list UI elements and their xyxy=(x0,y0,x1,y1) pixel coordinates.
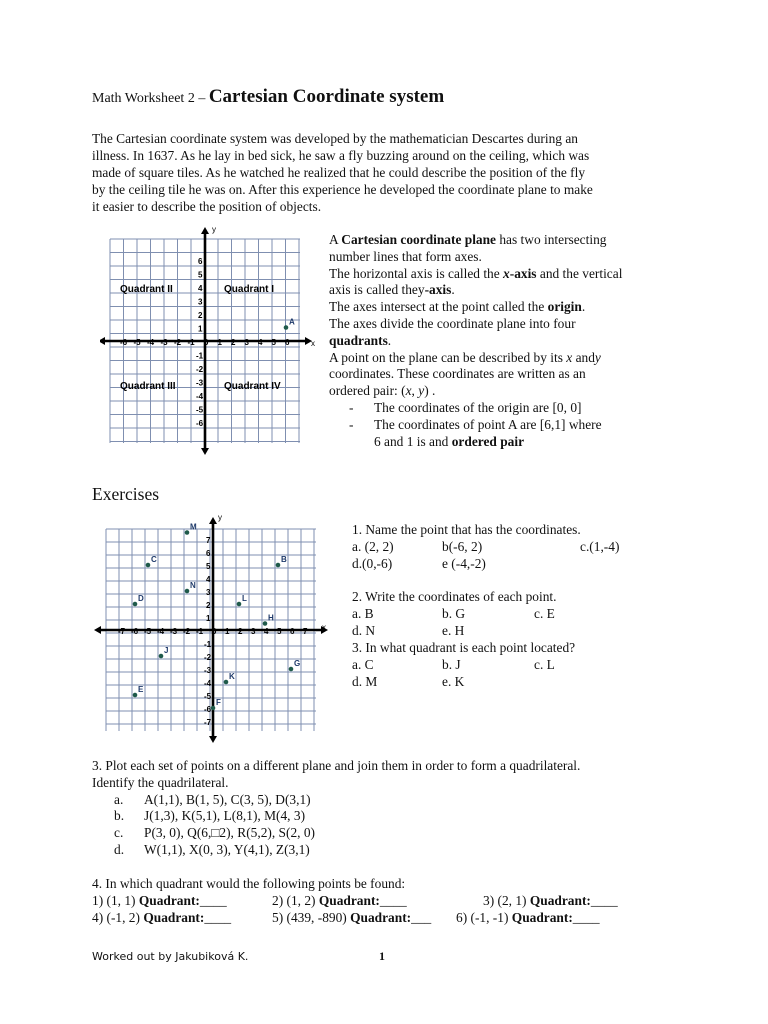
point-label-j: J xyxy=(164,646,169,655)
x-axis-label: x xyxy=(311,339,315,348)
y-tick-label: -5 xyxy=(196,405,204,415)
point-k xyxy=(224,680,229,685)
list-text: W(1,1), X(0, 3), Y(4,1), Z(3,1) xyxy=(144,841,310,857)
point-h xyxy=(263,621,268,626)
option: c.(1,-4) xyxy=(580,539,620,554)
point-text: 5) (439, -890) xyxy=(272,909,351,925)
list-item xyxy=(92,792,692,809)
point-label-f: F xyxy=(216,698,221,707)
point-g xyxy=(289,667,294,672)
x-tick-label: 0 xyxy=(212,627,217,636)
list-text: J(1,3), K(5,1), L(8,1), M(4, 3) xyxy=(144,808,306,824)
answer-row xyxy=(352,606,556,623)
text: , xyxy=(411,383,419,399)
term-origin: origin xyxy=(547,299,582,315)
question-title: 3. In what quadrant is each point located? xyxy=(352,640,576,655)
quadrant-label-i: Quadrant I xyxy=(224,284,275,295)
x-tick-label: 6 xyxy=(285,338,290,347)
var-x: x xyxy=(405,383,412,399)
x-tick-label: 2 xyxy=(231,338,236,347)
intro-line: The Cartesian coordinate system was developed by the mathematician Descartes during an xyxy=(92,131,578,146)
text: The axes intersect at the point called the xyxy=(329,299,548,315)
coordinate-plane-diagram xyxy=(100,224,322,456)
y-tick-label: -6 xyxy=(204,705,212,714)
text: axis is called they xyxy=(329,282,425,298)
y-tick-label: 4 xyxy=(198,284,203,293)
var-x: x xyxy=(566,349,573,365)
x-axis-label: x xyxy=(322,623,326,632)
x-tick-label: 1 xyxy=(225,627,230,636)
answer-row xyxy=(352,623,556,640)
x-tick-label: 5 xyxy=(277,627,282,636)
bullet-text: The coordinates of point A are [6,1] where xyxy=(374,416,602,432)
y-tick-label: 5 xyxy=(206,562,211,571)
quadrant-label-iii: Quadrant III xyxy=(120,381,176,392)
x-axis-arrow-left xyxy=(100,337,105,345)
quadrant-label: Quadrant: xyxy=(350,909,412,925)
point-label-h: H xyxy=(268,613,274,623)
point-label-n: N xyxy=(190,581,196,590)
text: ) . xyxy=(424,383,436,399)
quadrant-label: Quadrant: xyxy=(318,892,380,908)
y-tick-label: -4 xyxy=(196,392,204,401)
list-item xyxy=(92,842,692,859)
answer-blank: ____ xyxy=(199,892,227,908)
x-tick-label: -6 xyxy=(131,627,139,636)
y-tick-label: 1 xyxy=(206,614,211,623)
y-tick-label: -5 xyxy=(204,692,212,701)
intro-line: illness. In 1637. As he lay in bed sick, he saw a fly buzzing around on the ceiling, which was xyxy=(92,148,590,163)
list-marker: c. xyxy=(114,825,124,841)
title-prefix: Math Worksheet 2 – xyxy=(92,91,209,106)
x-tick-label: -3 xyxy=(160,338,168,347)
option: c. E xyxy=(534,606,555,621)
list-marker: b. xyxy=(114,808,125,824)
term-ordered-pair: ordered pair xyxy=(451,433,525,449)
y-axis-arrow-down xyxy=(201,448,209,455)
exercise-prompt: 3. Plot each set of points on a different plane and join them in order to form a quadrilateral. xyxy=(92,758,581,773)
text: A xyxy=(329,232,342,247)
option: b. G xyxy=(442,606,466,621)
x-tick-label: -1 xyxy=(196,627,204,636)
list-text: P(3, 0), Q(6,□2), R(5,2), S(2, 0) xyxy=(144,825,315,841)
x-tick-label: 2 xyxy=(238,627,243,636)
y-axis-arrow-down xyxy=(209,736,217,743)
quadrant-label-iv: Quadrant IV xyxy=(224,381,281,392)
question-1 xyxy=(352,522,620,573)
intro-line: made of square tiles. As he watched he realized that he could describe the position of the fly xyxy=(92,165,586,180)
point-f xyxy=(211,706,216,711)
x-tick-label: -2 xyxy=(183,627,191,636)
y-tick-label: -1 xyxy=(204,640,212,649)
text: number lines that form axes. xyxy=(329,248,482,264)
x-tick-label: -7 xyxy=(118,627,126,636)
answer-blank: ___ xyxy=(411,909,432,925)
x-tick-label: 0 xyxy=(204,338,209,347)
title-main: Cartesian Coordinate system xyxy=(208,86,445,107)
list-text: A(1,1), B(1, 5), C(3, 5), D(3,1) xyxy=(144,791,311,807)
x-tick-label: -3 xyxy=(170,627,178,636)
y-tick-label: 2 xyxy=(198,311,203,320)
point-l xyxy=(237,602,242,607)
option: d. N xyxy=(352,623,376,638)
answer-row xyxy=(352,556,581,573)
plot-quadrilaterals-exercise xyxy=(92,758,692,859)
text: has two intersecting xyxy=(496,232,607,247)
x-tick-label: 3 xyxy=(244,338,249,347)
point-label-g: G xyxy=(294,659,301,668)
point-d xyxy=(133,602,138,607)
option: e (-4,-2) xyxy=(442,556,486,571)
list-marker: a. xyxy=(114,791,124,807)
x-tick-label: 3 xyxy=(251,627,256,636)
text: and the vertical xyxy=(536,265,623,281)
definition-text xyxy=(329,232,659,450)
text: The axes divide the coordinate plane into four xyxy=(329,315,576,331)
point-c xyxy=(146,563,151,568)
x-tick-label: 4 xyxy=(258,338,263,347)
text: ordered pair: ( xyxy=(329,383,406,399)
y-tick-label: 6 xyxy=(198,257,203,266)
point-text: 1) (1, 1) xyxy=(92,892,139,908)
point-m xyxy=(185,530,190,535)
quadrant-label: Quadrant: xyxy=(143,909,205,925)
y-tick-label: 7 xyxy=(206,536,211,545)
x-tick-label: 6 xyxy=(290,627,295,636)
point-label-e: E xyxy=(138,685,144,694)
y-axis-label: y xyxy=(212,225,216,234)
point-j xyxy=(159,654,164,659)
term-quadrants: quadrants xyxy=(329,332,388,348)
term-axis: -axis xyxy=(424,282,452,298)
bullet-text: The coordinates of the origin are [0, 0] xyxy=(374,399,582,415)
answer-blank: ____ xyxy=(204,909,232,925)
point-label-a: A xyxy=(289,317,295,327)
quadrant-label-ii: Quadrant II xyxy=(120,284,173,295)
intro-paragraph xyxy=(92,130,672,215)
point-text: 2) (1, 2) xyxy=(272,892,319,908)
answer-row xyxy=(352,539,620,556)
point-label-m: M xyxy=(190,522,197,532)
y-tick-label: 5 xyxy=(198,270,203,280)
term-cartesian-plane: Cartesian coordinate plane xyxy=(341,232,497,247)
text: . xyxy=(451,282,455,298)
y-tick-label: 3 xyxy=(206,588,211,597)
y-tick-label: -3 xyxy=(196,378,204,388)
option: d.(0,-6) xyxy=(352,556,393,571)
y-tick-label: -6 xyxy=(196,419,204,428)
text: The horizontal axis is called the xyxy=(329,265,504,281)
point-e xyxy=(133,693,138,698)
option: e. K xyxy=(442,674,465,689)
x-tick-label: -2 xyxy=(174,338,182,347)
x-tick-label: -4 xyxy=(157,627,165,636)
var-y: y xyxy=(594,349,601,365)
y-tick-label: -1 xyxy=(196,351,204,361)
page-title xyxy=(92,86,444,108)
x-tick-label: -5 xyxy=(133,338,141,347)
footer-author: Worked out by Jakubiková K. xyxy=(92,950,249,963)
text: A point on the plane can be described by its xyxy=(329,349,567,365)
page-number: 1 xyxy=(379,949,385,963)
point-b xyxy=(276,563,281,568)
y-tick-label: -2 xyxy=(196,365,204,374)
question-2 xyxy=(352,589,556,640)
option: d. M xyxy=(352,674,378,689)
question-title: 1. Name the point that has the coordinates. xyxy=(352,522,581,537)
x-tick-label: 1 xyxy=(217,338,222,347)
y-tick-label: 4 xyxy=(206,575,211,584)
option: a. C xyxy=(352,657,374,672)
exercises-heading: Exercises xyxy=(92,484,160,504)
point-a xyxy=(284,325,289,330)
x-tick-label: 5 xyxy=(271,338,276,347)
x-axis-arrow-left xyxy=(94,626,101,634)
y-tick-label: -4 xyxy=(204,679,212,688)
option: b. J xyxy=(442,657,461,672)
x-tick-label: -6 xyxy=(120,338,128,347)
exercise-coordinate-plane xyxy=(94,512,330,744)
x-tick-label: -1 xyxy=(187,338,195,347)
point-text: 3) (2, 1) xyxy=(483,892,530,908)
list-marker: d. xyxy=(114,841,125,857)
list-item xyxy=(92,825,692,842)
point-text: 6) (-1, -1) xyxy=(456,909,512,925)
point-label-l: L xyxy=(242,594,247,603)
y-tick-label: -3 xyxy=(204,666,212,675)
y-tick-label: -2 xyxy=(204,653,212,662)
bullet-dash: - xyxy=(349,416,354,432)
y-tick-label: 6 xyxy=(206,549,211,558)
exercise-prompt: 4. In which quadrant would the following points be found: xyxy=(92,876,406,891)
option: a. (2, 2) xyxy=(352,539,394,554)
point-label-b: B xyxy=(281,555,287,564)
question-3 xyxy=(352,640,575,691)
answer-blank: ____ xyxy=(379,892,407,908)
list-item xyxy=(92,808,692,825)
y-tick-label: 1 xyxy=(198,324,203,334)
y-tick-label: 3 xyxy=(198,297,203,307)
y-tick-label: 2 xyxy=(206,601,211,610)
text: . xyxy=(387,332,392,348)
bullet-dash: - xyxy=(349,399,354,415)
point-label-d: D xyxy=(138,594,144,603)
option: a. B xyxy=(352,606,374,621)
point-label-c: C xyxy=(151,555,157,564)
x-tick-label: -4 xyxy=(147,338,155,347)
x-tick-label: -5 xyxy=(144,627,152,636)
point-n xyxy=(185,589,190,594)
y-axis-arrow-up xyxy=(209,517,217,524)
option: e. H xyxy=(442,623,465,638)
intro-line: it easier to describe the position of objects. xyxy=(92,199,322,214)
term-axis: -axis xyxy=(509,265,537,281)
point-label-k: K xyxy=(229,672,235,681)
quadrant-exercise xyxy=(92,876,618,927)
exercise-prompt: Identify the quadrilateral. xyxy=(92,774,229,790)
text: 6 and 1 is and xyxy=(374,433,452,449)
answer-row xyxy=(352,674,575,691)
answer-blank: ____ xyxy=(572,909,600,925)
answer-row xyxy=(92,909,600,927)
intro-line: by the ceiling tile he was on. After this experience he developed the coordinate plane to make xyxy=(92,182,593,197)
point-text: 4) (-1, 2) xyxy=(92,909,144,925)
answer-row xyxy=(352,657,575,674)
text: . xyxy=(581,299,586,315)
x-tick-label: 7 xyxy=(303,627,308,636)
y-axis-arrow-up xyxy=(201,227,209,234)
quadrant-label: Quadrant: xyxy=(529,892,591,908)
var-y: y xyxy=(418,383,425,399)
text: coordinates. These coordinates are written as an xyxy=(329,366,586,382)
x-tick-label: 4 xyxy=(264,627,269,636)
option: c. L xyxy=(534,657,555,672)
text: and xyxy=(572,349,595,365)
y-axis-label: y xyxy=(218,513,222,522)
question-title: 2. Write the coordinates of each point. xyxy=(352,589,557,604)
answer-blank: ____ xyxy=(590,892,618,908)
quadrant-label: Quadrant: xyxy=(511,909,573,925)
option: b(-6, 2) xyxy=(442,539,483,554)
y-tick-label: -7 xyxy=(204,718,212,727)
answer-row xyxy=(92,892,618,910)
term-x: x xyxy=(503,265,510,281)
quadrant-label: Quadrant: xyxy=(138,892,200,908)
